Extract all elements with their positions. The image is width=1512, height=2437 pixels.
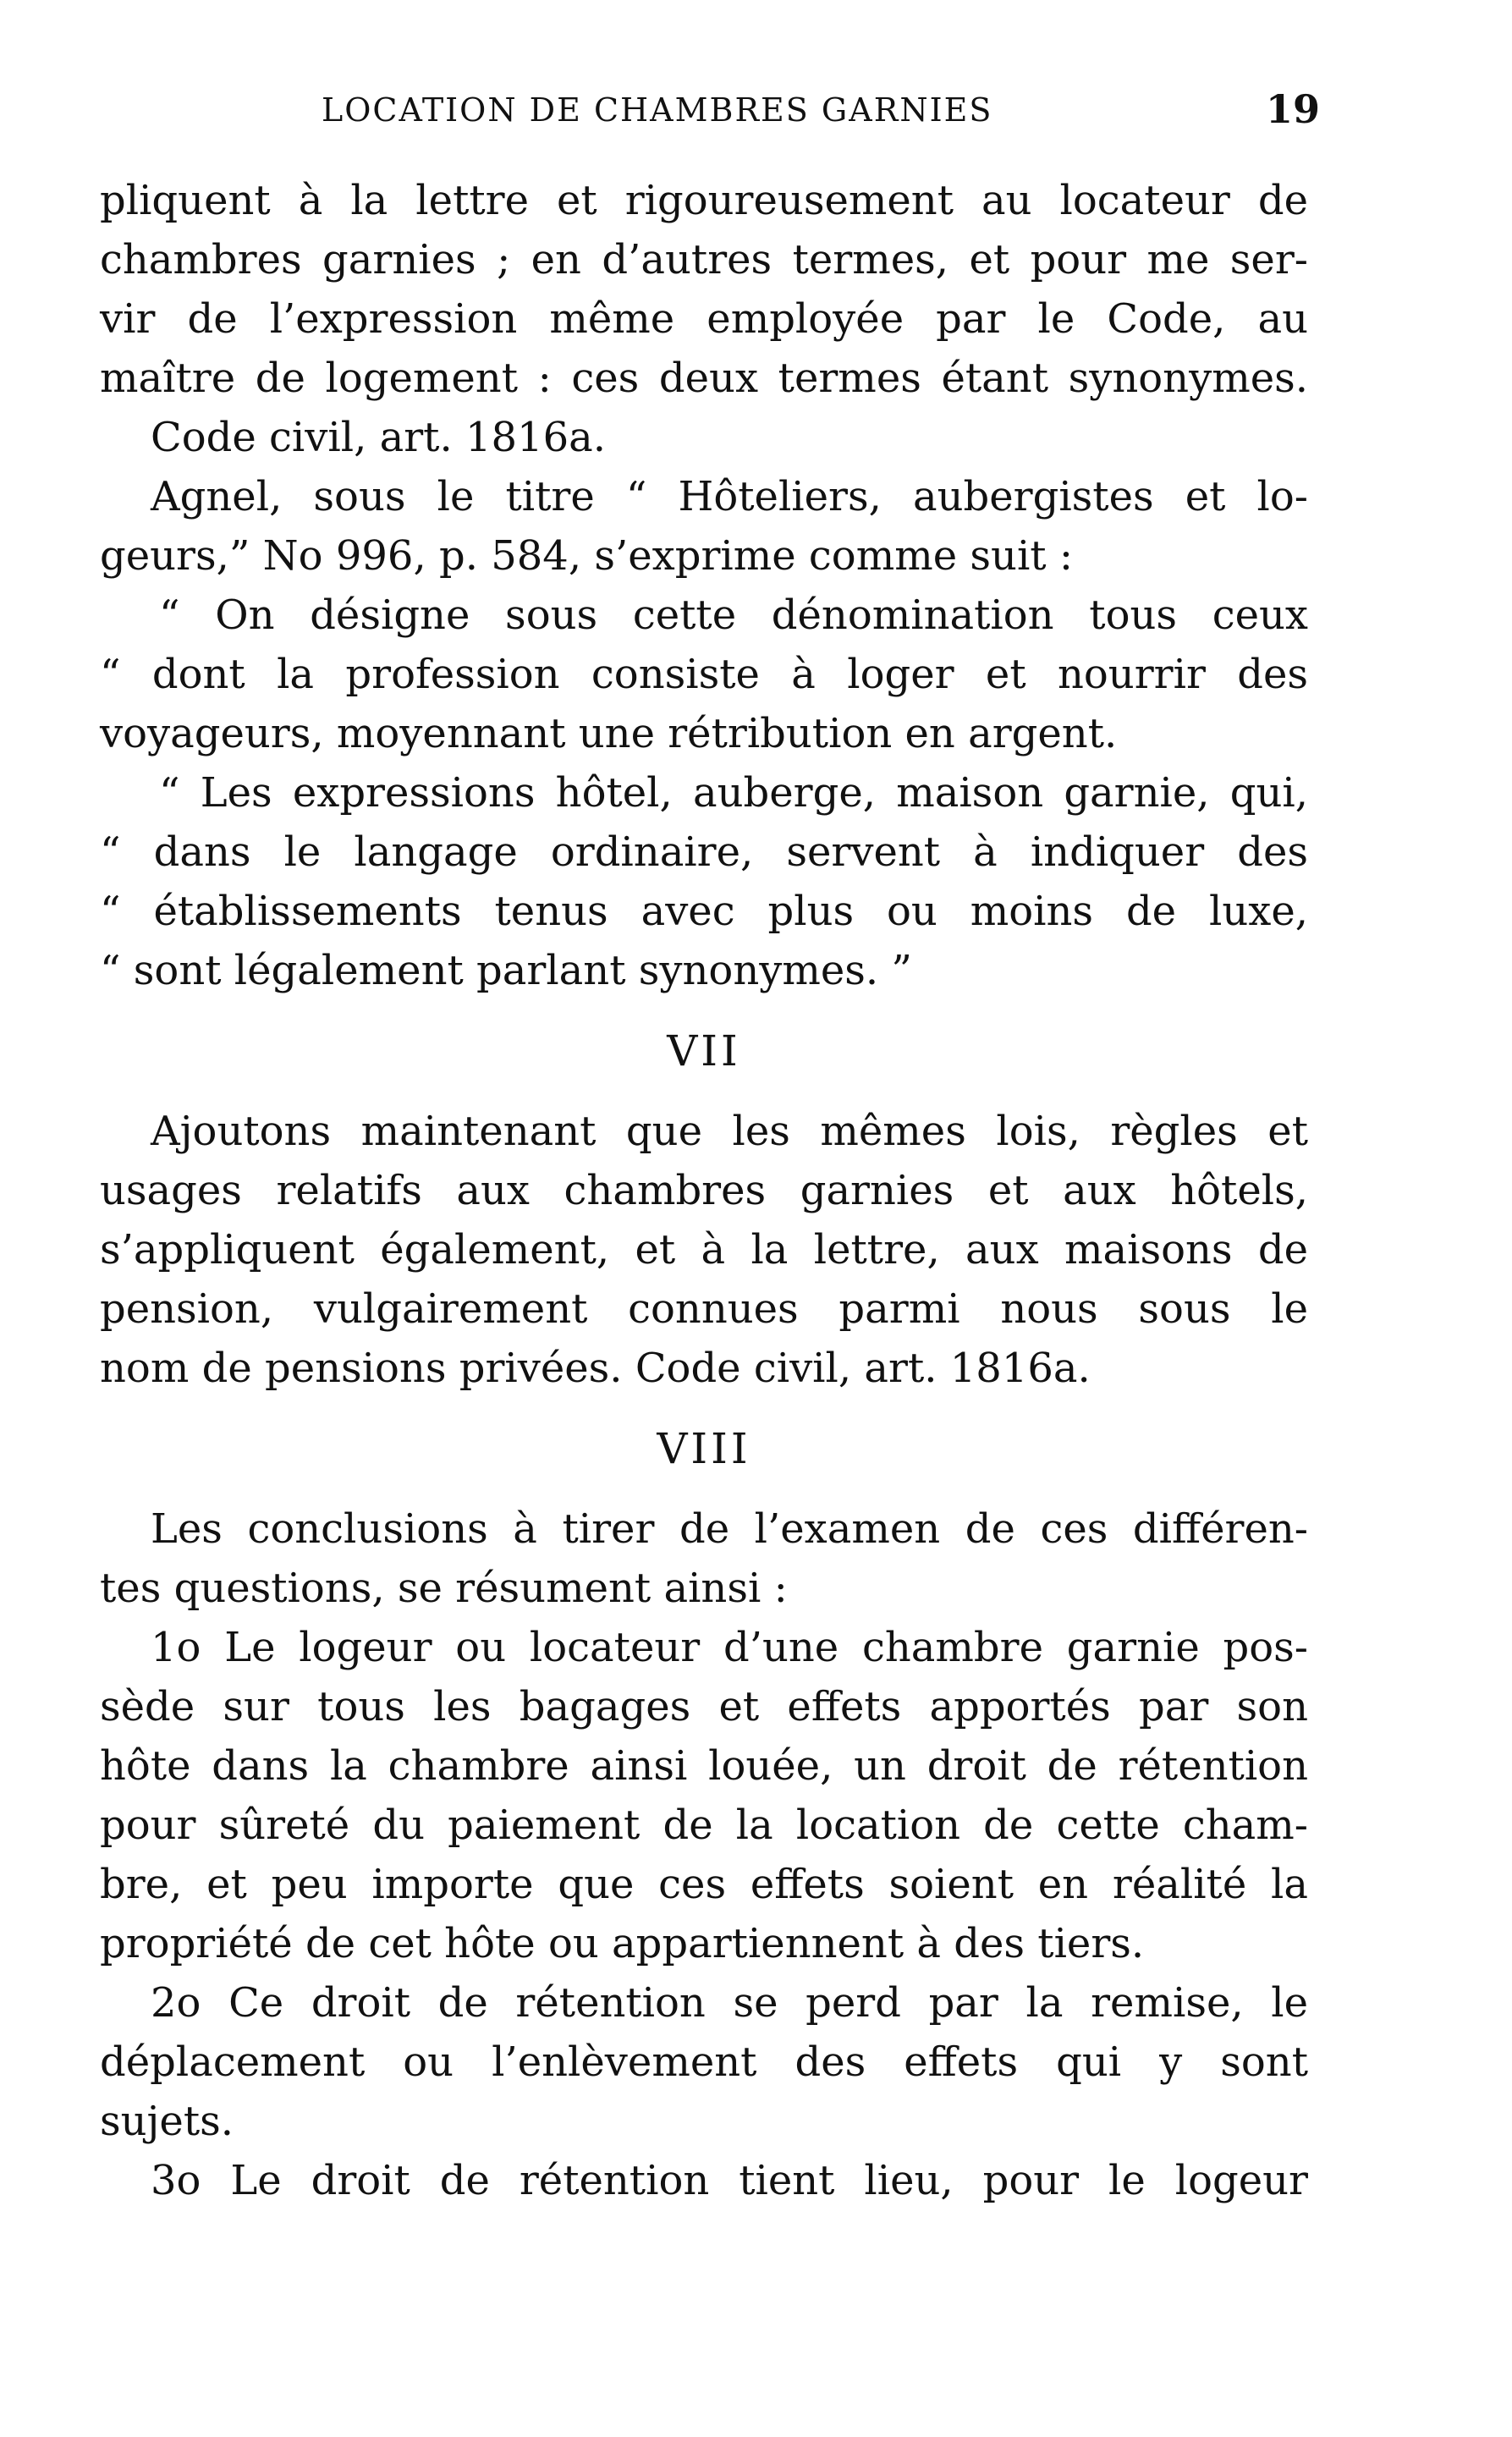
- text-line: propriété de cet hôte ou appartiennent à des tiers.: [100, 1920, 1145, 1967]
- section-heading-viii: VIII: [657, 1424, 751, 1473]
- text-line: bre, et peu importe que ces effets soient en réalité la: [100, 1861, 1308, 1908]
- text-line: déplacement ou l’enlèvement des effets qui y sont: [100, 2038, 1308, 2086]
- text-line: pliquent à la lettre et rigoureusement au locateur de: [100, 177, 1308, 224]
- text-line: usages relatifs aux chambres garnies et aux hôtels,: [100, 1167, 1308, 1214]
- text-line: “ Les expressions hôtel, auberge, maison garnie, qui,: [159, 769, 1308, 817]
- text-line: sède sur tous les bagages et effets apportés par son: [100, 1683, 1308, 1730]
- section-vii-paragraph: [100, 1102, 1308, 1398]
- text-line: 1o Le logeur ou locateur d’une chambre garnie pos-: [151, 1624, 1308, 1671]
- text-line: hôte dans la chambre ainsi louée, un droit de rétention: [100, 1742, 1308, 1790]
- text-line: “ On désigne sous cette dénomination tous ceux: [159, 591, 1308, 639]
- text-line: tes questions, se résument ainsi :: [100, 1565, 788, 1612]
- section-viii-paragraphs: [100, 1499, 1308, 2210]
- body-text: [100, 171, 1308, 2210]
- text-line: chambres garnies ; en d’autres termes, et pour me ser-: [100, 236, 1308, 283]
- text-line: 3o Le droit de rétention tient lieu, pour le logeur: [151, 2157, 1308, 2204]
- text-line: “ sont légalement parlant synonymes. ”: [100, 947, 912, 994]
- text-line: maître de logement : ces deux termes étant synonymes.: [100, 355, 1308, 402]
- text-line: Les conclusions à tirer de l’examen de ces différen-: [151, 1505, 1308, 1553]
- text-line: Agnel, sous le titre “ Hôteliers, aubergistes et lo-: [151, 473, 1308, 520]
- text-line: pension, vulgairement connues parmi nous sous le: [100, 1285, 1308, 1333]
- running-title: LOCATION DE CHAMBRES GARNIES: [322, 91, 993, 129]
- text-line: vir de l’expression même employée par le Code, au: [100, 295, 1308, 343]
- text-line: voyageurs, moyennant une rétribution en argent.: [100, 710, 1118, 757]
- text-line: sujets.: [100, 2098, 234, 2145]
- page-header: [102, 86, 1320, 142]
- text-line: 2o Ce droit de rétention se perd par la remise, le: [151, 1979, 1308, 2027]
- page-number: 19: [1265, 86, 1320, 132]
- text-line: geurs,” No 996, p. 584, s’exprime comme suit :: [100, 532, 1074, 580]
- text-line: s’appliquent également, et à la lettre, aux maisons de: [100, 1226, 1308, 1274]
- text-line: “ dans le langage ordinaire, servent à indiquer des: [100, 828, 1308, 876]
- text-line: Code civil, art. 1816a.: [151, 414, 606, 461]
- section-heading-vii: VII: [667, 1026, 741, 1075]
- text-line: pour sûreté du paiement de la location de cette cham-: [100, 1802, 1308, 1849]
- text-line: “ établissements tenus avec plus ou moins de luxe,: [100, 888, 1308, 935]
- text-line: “ dont la profession consiste à loger et nourrir des: [100, 651, 1308, 698]
- text-line: Ajoutons maintenant que les mêmes lois, règles et: [151, 1108, 1308, 1155]
- intro-paragraphs: [100, 171, 1308, 1000]
- text-line: nom de pensions privées. Code civil, art. 1816a.: [100, 1345, 1091, 1392]
